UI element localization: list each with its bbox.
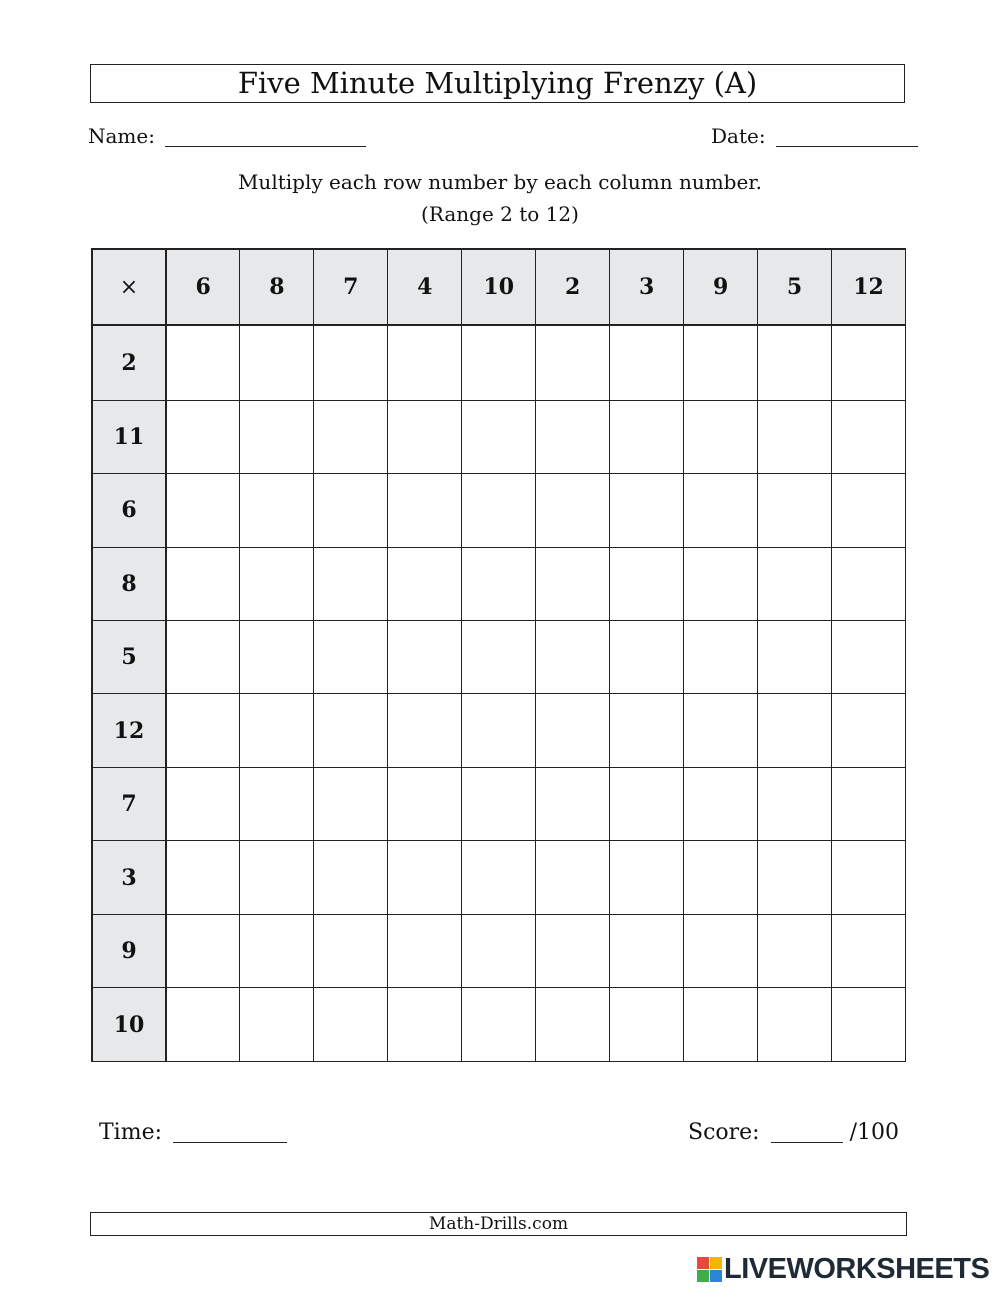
answer-cell[interactable] bbox=[684, 474, 758, 547]
table-row bbox=[92, 325, 906, 400]
answer-cell[interactable] bbox=[536, 914, 610, 987]
answer-cell[interactable] bbox=[240, 325, 314, 400]
answer-cell[interactable] bbox=[240, 841, 314, 914]
table-row bbox=[92, 914, 906, 987]
answer-cell[interactable] bbox=[684, 621, 758, 694]
answer-cell[interactable] bbox=[388, 694, 462, 767]
answer-cell[interactable] bbox=[388, 400, 462, 473]
answer-cell[interactable] bbox=[758, 767, 832, 840]
score-blank[interactable] bbox=[771, 1142, 843, 1143]
answer-cell[interactable] bbox=[388, 988, 462, 1062]
answer-cell[interactable] bbox=[166, 841, 240, 914]
time-blank[interactable] bbox=[173, 1142, 287, 1143]
row-number-cell: 7 bbox=[92, 767, 166, 840]
answer-cell[interactable] bbox=[610, 914, 684, 987]
answer-cell[interactable] bbox=[758, 694, 832, 767]
score-total: /100 bbox=[849, 1120, 899, 1145]
answer-cell[interactable] bbox=[166, 914, 240, 987]
answer-cell[interactable] bbox=[832, 767, 906, 840]
answer-cell[interactable] bbox=[536, 694, 610, 767]
liveworksheets-logo-icon bbox=[697, 1257, 722, 1282]
answer-cell[interactable] bbox=[240, 400, 314, 473]
answer-cell[interactable] bbox=[758, 547, 832, 620]
answer-cell[interactable] bbox=[684, 547, 758, 620]
name-label: Name: bbox=[88, 124, 155, 148]
answer-cell[interactable] bbox=[536, 325, 610, 400]
date-label: Date: bbox=[711, 124, 766, 148]
score-label: Score: bbox=[688, 1120, 760, 1145]
answer-cell[interactable] bbox=[166, 547, 240, 620]
date-blank[interactable] bbox=[776, 146, 918, 147]
answer-cell[interactable] bbox=[462, 474, 536, 547]
answer-cell[interactable] bbox=[758, 474, 832, 547]
instructions: Multiply each row number by each column number. bbox=[237, 170, 763, 194]
column-number-cell: 7 bbox=[314, 249, 388, 325]
answer-cell[interactable] bbox=[314, 474, 388, 547]
answer-cell[interactable] bbox=[240, 914, 314, 987]
column-number-cell: 2 bbox=[536, 249, 610, 325]
answer-cell[interactable] bbox=[758, 621, 832, 694]
answer-cell[interactable] bbox=[610, 547, 684, 620]
row-number-cell: 5 bbox=[92, 621, 166, 694]
time-label: Time: bbox=[99, 1120, 163, 1145]
answer-cell[interactable] bbox=[832, 547, 906, 620]
table-row bbox=[92, 400, 906, 473]
row-number-cell: 12 bbox=[92, 694, 166, 767]
row-number-cell: 9 bbox=[92, 914, 166, 987]
multiplication-grid bbox=[91, 248, 906, 1062]
answer-cell[interactable] bbox=[388, 325, 462, 400]
answer-cell[interactable] bbox=[684, 400, 758, 473]
answer-cell[interactable] bbox=[314, 767, 388, 840]
answer-cell[interactable] bbox=[240, 547, 314, 620]
answer-cell[interactable] bbox=[462, 547, 536, 620]
answer-cell[interactable] bbox=[462, 694, 536, 767]
answer-cell[interactable] bbox=[536, 474, 610, 547]
answer-cell[interactable] bbox=[388, 547, 462, 620]
answer-cell[interactable] bbox=[314, 547, 388, 620]
row-number-cell: 2 bbox=[92, 325, 166, 400]
answer-cell[interactable] bbox=[240, 474, 314, 547]
answer-cell[interactable] bbox=[314, 621, 388, 694]
liveworksheets-brand[interactable] bbox=[697, 1252, 989, 1286]
answer-cell[interactable] bbox=[388, 841, 462, 914]
name-blank[interactable] bbox=[165, 146, 366, 147]
answer-cell[interactable] bbox=[758, 325, 832, 400]
row-number-cell: 8 bbox=[92, 547, 166, 620]
logo-square bbox=[697, 1270, 709, 1282]
table-row bbox=[92, 841, 906, 914]
answer-cell[interactable] bbox=[462, 621, 536, 694]
answer-cell[interactable] bbox=[832, 400, 906, 473]
answer-cell[interactable] bbox=[832, 621, 906, 694]
table-row bbox=[92, 621, 906, 694]
answer-cell[interactable] bbox=[610, 474, 684, 547]
answer-cell[interactable] bbox=[166, 694, 240, 767]
answer-cell[interactable] bbox=[610, 621, 684, 694]
answer-cell[interactable] bbox=[536, 400, 610, 473]
answer-cell[interactable] bbox=[166, 474, 240, 547]
answer-cell[interactable] bbox=[462, 767, 536, 840]
header-row bbox=[92, 249, 906, 325]
answer-cell[interactable] bbox=[610, 694, 684, 767]
answer-cell[interactable] bbox=[462, 988, 536, 1062]
column-number-cell: 12 bbox=[832, 249, 906, 325]
column-number-cell: 4 bbox=[388, 249, 462, 325]
answer-cell[interactable] bbox=[758, 400, 832, 473]
logo-square bbox=[710, 1257, 722, 1269]
score-field bbox=[688, 1120, 899, 1145]
answer-cell[interactable] bbox=[758, 914, 832, 987]
answer-cell[interactable] bbox=[610, 767, 684, 840]
table-row bbox=[92, 767, 906, 840]
answer-cell[interactable] bbox=[684, 914, 758, 987]
answer-cell[interactable] bbox=[462, 400, 536, 473]
logo-square bbox=[710, 1270, 722, 1282]
answer-cell[interactable] bbox=[758, 841, 832, 914]
name-field bbox=[88, 124, 366, 148]
answer-cell[interactable] bbox=[462, 914, 536, 987]
answer-cell[interactable] bbox=[832, 694, 906, 767]
answer-cell[interactable] bbox=[166, 325, 240, 400]
answer-cell[interactable] bbox=[388, 914, 462, 987]
answer-cell[interactable] bbox=[684, 694, 758, 767]
answer-cell[interactable] bbox=[832, 325, 906, 400]
column-number-cell: 10 bbox=[462, 249, 536, 325]
table-row bbox=[92, 547, 906, 620]
row-number-cell: 10 bbox=[92, 988, 166, 1062]
row-number-cell: 11 bbox=[92, 400, 166, 473]
answer-cell[interactable] bbox=[536, 621, 610, 694]
answer-cell[interactable] bbox=[610, 325, 684, 400]
answer-cell[interactable] bbox=[536, 767, 610, 840]
answer-cell[interactable] bbox=[536, 547, 610, 620]
answer-cell[interactable] bbox=[832, 474, 906, 547]
column-number-cell: 9 bbox=[684, 249, 758, 325]
answer-cell[interactable] bbox=[240, 988, 314, 1062]
answer-cell[interactable] bbox=[388, 767, 462, 840]
time-field bbox=[99, 1120, 287, 1145]
answer-cell[interactable] bbox=[166, 621, 240, 694]
row-number-cell: 3 bbox=[92, 841, 166, 914]
answer-cell[interactable] bbox=[462, 325, 536, 400]
column-number-cell: 6 bbox=[166, 249, 240, 325]
table-row bbox=[92, 988, 906, 1062]
answer-cell[interactable] bbox=[166, 988, 240, 1062]
answer-cell[interactable] bbox=[314, 400, 388, 473]
logo-square bbox=[697, 1257, 709, 1269]
answer-cell[interactable] bbox=[684, 841, 758, 914]
answer-cell[interactable] bbox=[314, 694, 388, 767]
answer-cell[interactable] bbox=[832, 914, 906, 987]
answer-cell[interactable] bbox=[610, 841, 684, 914]
answer-cell[interactable] bbox=[166, 767, 240, 840]
answer-cell[interactable] bbox=[684, 325, 758, 400]
source-footer: Math-Drills.com bbox=[90, 1212, 907, 1236]
multiply-symbol-cell: × bbox=[92, 249, 166, 325]
answer-cell[interactable] bbox=[832, 841, 906, 914]
answer-cell[interactable] bbox=[314, 914, 388, 987]
answer-cell[interactable] bbox=[314, 988, 388, 1062]
answer-cell[interactable] bbox=[240, 767, 314, 840]
table-row bbox=[92, 694, 906, 767]
answer-cell[interactable] bbox=[610, 988, 684, 1062]
answer-cell[interactable] bbox=[240, 694, 314, 767]
answer-cell[interactable] bbox=[388, 621, 462, 694]
column-number-cell: 5 bbox=[758, 249, 832, 325]
answer-cell[interactable] bbox=[758, 988, 832, 1062]
range-note: (Range 2 to 12) bbox=[421, 202, 579, 226]
date-field bbox=[711, 124, 918, 148]
answer-cell[interactable] bbox=[684, 767, 758, 840]
answer-cell[interactable] bbox=[610, 400, 684, 473]
answer-cell[interactable] bbox=[462, 841, 536, 914]
answer-cell[interactable] bbox=[240, 621, 314, 694]
answer-cell[interactable] bbox=[166, 400, 240, 473]
answer-cell[interactable] bbox=[536, 988, 610, 1062]
answer-cell[interactable] bbox=[314, 325, 388, 400]
answer-cell[interactable] bbox=[536, 841, 610, 914]
column-number-cell: 8 bbox=[240, 249, 314, 325]
brand-name: LIVEWORKSHEETS bbox=[724, 1252, 990, 1285]
answer-cell[interactable] bbox=[314, 841, 388, 914]
worksheet-title: Five Minute Multiplying Frenzy (A) bbox=[90, 64, 905, 103]
column-number-cell: 3 bbox=[610, 249, 684, 325]
answer-cell[interactable] bbox=[388, 474, 462, 547]
answer-cell[interactable] bbox=[684, 988, 758, 1062]
answer-cell[interactable] bbox=[832, 988, 906, 1062]
table-row bbox=[92, 474, 906, 547]
row-number-cell: 6 bbox=[92, 474, 166, 547]
